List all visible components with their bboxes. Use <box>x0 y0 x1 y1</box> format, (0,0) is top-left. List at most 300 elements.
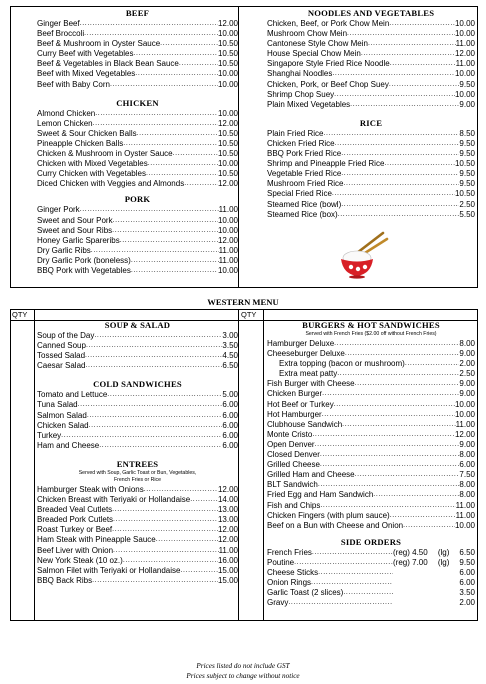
menu-item <box>267 139 475 149</box>
menu-item-price: 5.50 <box>459 209 475 219</box>
dot-leader <box>85 361 222 371</box>
menu-item-name: Canned Soup <box>37 341 86 351</box>
menu-item-name: Steamed Rice (box) <box>267 209 338 219</box>
dot-leader <box>322 410 455 420</box>
menu-item <box>37 566 238 576</box>
dot-leader <box>389 19 455 29</box>
menu-item <box>267 169 475 179</box>
menu-item-price: 8.00 <box>459 490 475 500</box>
dot-leader <box>403 521 455 531</box>
menu-item-name: Extra meat patty <box>279 369 338 379</box>
menu-item <box>267 339 475 349</box>
menu-item-name: Shanghai Noodles <box>267 69 333 79</box>
dot-leader <box>134 49 218 59</box>
side-order-prices <box>393 568 475 578</box>
menu-item-price: 11.00 <box>455 59 475 69</box>
dot-leader <box>95 109 218 119</box>
dot-leader <box>312 430 455 440</box>
dot-leader <box>80 19 218 29</box>
chicken-heading: CHICKEN <box>116 97 159 108</box>
menu-item-price: 3.50 <box>222 341 238 351</box>
menu-item-price: 10.50 <box>217 138 238 148</box>
dot-leader <box>323 129 459 139</box>
menu-item-name: Beef on a Bun with Cheese and Onion <box>267 520 404 530</box>
dot-leader <box>113 216 218 226</box>
menu-item-name: Mushroom Chow Mein <box>267 29 348 39</box>
menu-item <box>267 359 475 369</box>
dot-leader <box>80 205 219 215</box>
dot-leader <box>135 69 218 79</box>
menu-item <box>37 19 238 29</box>
menu-item-price: 2.50 <box>459 369 475 379</box>
dot-leader <box>341 169 459 179</box>
side-order-item <box>267 558 475 568</box>
dot-leader <box>389 80 460 90</box>
western-center-divider <box>238 309 239 621</box>
menu-item-name: Fish Burger with Cheese <box>267 379 355 389</box>
menu-item-name: Salmon Filet with Teriyaki or Hollandaise <box>37 565 181 575</box>
menu-item-name: Ham Steak with Pineapple Sauce <box>37 535 156 545</box>
menu-item <box>267 49 475 59</box>
dot-leader <box>345 349 460 359</box>
menu-item-name: Turkey <box>37 430 62 440</box>
menu-item-name: Chicken Salad <box>37 420 89 430</box>
menu-item-price: 4.50 <box>222 351 238 361</box>
menu-item <box>37 390 238 400</box>
menu-item <box>37 159 238 169</box>
menu-item-name: Chicken, Pork, or Beef Chop Suey <box>267 79 389 89</box>
menu-item-name: New York Steak (10 oz.) <box>37 555 123 565</box>
menu-item-price: 10.00 <box>454 69 475 79</box>
menu-item-price: 10.00 <box>217 29 238 39</box>
menu-item-price: 12.00 <box>454 49 475 59</box>
entrees-heading: ENTREES <box>116 458 159 469</box>
dot-leader <box>131 266 218 276</box>
chinese-left-column <box>37 8 238 276</box>
menu-item-price: 9.00 <box>459 349 475 359</box>
menu-item-price: 13.00 <box>217 515 238 525</box>
pork-list <box>37 205 238 276</box>
menu-item-name: Beef with Baby Corn <box>37 79 110 89</box>
menu-item-name: Beef & Vegetables in Black Bean Sauce <box>37 59 179 69</box>
dot-leader <box>384 159 455 169</box>
dot-leader <box>405 359 460 369</box>
menu-item-price: 15.00 <box>217 565 238 575</box>
menu-item-name: Chicken Fried Rice <box>267 138 335 148</box>
dot-leader <box>113 546 219 556</box>
menu-item-name: Open Denver <box>267 439 315 449</box>
dot-leader <box>318 480 460 490</box>
menu-item-price: 14.00 <box>217 495 238 505</box>
dot-leader <box>332 189 455 199</box>
menu-item <box>37 246 238 256</box>
menu-item-name: Grilled Cheese <box>267 460 320 470</box>
menu-item-price: 6.00 <box>222 430 238 440</box>
menu-item-price: 12.00 <box>454 429 475 439</box>
menu-item <box>267 210 475 220</box>
menu-item-name: Breaded Pork Cutlets <box>37 515 114 525</box>
dot-leader <box>137 129 218 139</box>
dot-leader <box>373 490 459 500</box>
dot-leader <box>334 400 455 410</box>
menu-item <box>267 19 475 29</box>
dot-leader <box>338 210 460 220</box>
dot-leader <box>123 139 218 149</box>
menu-item-price: 10.50 <box>217 59 238 69</box>
side-order-name: Poutine <box>267 557 295 567</box>
menu-item <box>37 546 238 556</box>
menu-item <box>37 226 238 236</box>
dot-leader <box>288 598 393 608</box>
side-order-name: Onion Rings <box>267 578 312 588</box>
menu-item-name: Chicken Fingers (with plum sauce) <box>267 510 390 520</box>
menu-item <box>267 59 475 69</box>
side-order-prices <box>393 588 475 598</box>
side-order-price: 6.00 <box>459 567 475 577</box>
qty-label-left: QTY <box>12 310 28 319</box>
menu-item-price: 10.00 <box>454 399 475 409</box>
menu-item-name: Sweet and Sour Pork <box>37 215 113 225</box>
side-order-name: Gravy <box>267 598 289 608</box>
dot-leader <box>341 200 459 210</box>
dot-leader <box>91 246 219 256</box>
menu-item <box>37 576 238 586</box>
noodles-heading: NOODLES AND VEGETABLES <box>307 8 435 18</box>
menu-item <box>267 389 475 399</box>
dot-leader <box>112 505 218 515</box>
menu-item-name: Ham and Cheese <box>37 440 100 450</box>
menu-item-name: Lemon Chicken <box>37 118 93 128</box>
menu-item-price: 7.50 <box>459 470 475 480</box>
menu-item-name: Dry Garlic Pork (boneless) <box>37 255 131 265</box>
side-order-regular-price: (reg) 7.00 <box>393 557 428 567</box>
menu-item <box>37 505 238 515</box>
menu-item <box>37 421 238 431</box>
menu-item-price: 8.00 <box>459 450 475 460</box>
menu-item-name: Diced Chicken with Veggies and Almonds <box>37 179 185 189</box>
menu-item-price: 10.00 <box>454 29 475 39</box>
menu-item <box>37 256 238 266</box>
menu-item <box>37 411 238 421</box>
menu-item <box>37 400 238 410</box>
menu-item-name: Clubhouse Sandwich <box>267 419 343 429</box>
menu-item-name: Hamburger Steak with Onions <box>37 484 144 494</box>
dot-leader <box>110 80 218 90</box>
soup-list <box>37 331 238 371</box>
side-order-item <box>267 568 475 578</box>
menu-item-name: Caesar Salad <box>37 361 86 371</box>
side-order-prices <box>393 548 475 558</box>
menu-item-price: 10.50 <box>217 169 238 179</box>
menu-item-name: Breaded Veal Cutlets <box>37 505 113 515</box>
menu-item-price: 6.00 <box>222 400 238 410</box>
menu-item-price: 12.00 <box>217 484 238 494</box>
menu-item-name: Tossed Salad <box>37 351 86 361</box>
menu-item <box>37 169 238 179</box>
menu-item-price: 10.00 <box>217 79 238 89</box>
menu-item-name: House Special Chow Mein <box>267 49 361 59</box>
menu-item-name: BBQ Pork with Vegetables <box>37 265 131 275</box>
menu-item-price: 15.00 <box>217 575 238 585</box>
burgers-note: Served with French Fries ($2.00 off without French Fries) <box>305 331 437 337</box>
menu-item-price: 2.50 <box>459 199 475 209</box>
dot-leader <box>131 256 219 266</box>
side-order-prices <box>393 558 475 568</box>
dot-leader <box>144 485 218 495</box>
menu-item <box>267 501 475 511</box>
western-right-column <box>267 320 475 608</box>
menu-item-price: 13.00 <box>217 505 238 515</box>
menu-item-name: Plain Mixed Vegetables <box>267 99 351 109</box>
menu-item <box>267 521 475 531</box>
menu-item-price: 6.00 <box>222 440 238 450</box>
dot-leader <box>190 495 218 505</box>
menu-item-price: 12.00 <box>217 118 238 128</box>
menu-item-name: Almond Chicken <box>37 108 96 118</box>
menu-item <box>37 351 238 361</box>
menu-item-price: 11.00 <box>218 245 238 255</box>
dot-leader <box>61 431 222 441</box>
dot-leader <box>294 558 393 568</box>
menu-item <box>37 515 238 525</box>
menu-item <box>267 400 475 410</box>
menu-item <box>267 440 475 450</box>
menu-item-name: Plain Fried Rice <box>267 128 324 138</box>
chinese-menu-divider <box>238 6 239 288</box>
dot-leader <box>335 139 460 149</box>
menu-item <box>37 525 238 535</box>
menu-item-name: Dry Garlic Ribs <box>37 245 91 255</box>
beef-heading: BEEF <box>125 8 150 18</box>
rice-heading: RICE <box>359 117 383 128</box>
dot-leader <box>173 149 218 159</box>
menu-item <box>37 495 238 505</box>
dot-leader <box>343 588 393 598</box>
dot-leader <box>350 100 459 110</box>
menu-item <box>37 441 238 451</box>
menu-item-name: Cheeseburger Deluxe <box>267 349 345 359</box>
menu-item <box>37 236 238 246</box>
rice-bowl-icon <box>337 230 389 280</box>
menu-item-price: 8.50 <box>459 128 475 138</box>
menu-item <box>37 266 238 276</box>
dot-leader <box>361 49 455 59</box>
menu-item <box>267 200 475 210</box>
menu-item <box>267 480 475 490</box>
menu-item-price: 2.00 <box>459 359 475 369</box>
footer-gst-note: Prices listed do not include GST <box>196 662 290 670</box>
menu-item-name: Vegetable Fried Rice <box>267 169 342 179</box>
dot-leader <box>148 159 218 169</box>
menu-item-name: Monte Cristo <box>267 429 313 439</box>
dot-leader <box>92 576 218 586</box>
qty-label-right: QTY <box>241 310 257 319</box>
cold-sandwiches-heading: COLD SANDWICHES <box>93 379 182 390</box>
menu-item-price: 11.00 <box>455 419 475 429</box>
menu-item-name: Beef & Mushroom in Oyster Sauce <box>37 39 161 49</box>
menu-item-name: Sweet and Sour Ribs <box>37 225 113 235</box>
menu-item-price: 10.00 <box>217 265 238 275</box>
side-orders-heading: SIDE ORDERS <box>340 536 402 547</box>
menu-item <box>37 109 238 119</box>
dot-leader <box>347 29 455 39</box>
dot-leader <box>315 440 460 450</box>
menu-item-price: 10.00 <box>217 69 238 79</box>
menu-item <box>267 179 475 189</box>
menu-item-price: 10.00 <box>217 215 238 225</box>
menu-item <box>267 149 475 159</box>
menu-item <box>37 59 238 69</box>
menu-item <box>37 179 238 189</box>
dot-leader <box>355 470 460 480</box>
menu-item-name: Fried Egg and Ham Sandwich <box>267 490 374 500</box>
menu-item-name: BLT Sandwich <box>267 480 318 490</box>
menu-item-name: Mushroom Fried Rice <box>267 179 344 189</box>
menu-item <box>267 450 475 460</box>
dot-leader <box>86 341 222 351</box>
dot-leader <box>337 369 459 379</box>
menu-item <box>37 485 238 495</box>
menu-item-price: 10.50 <box>454 159 475 169</box>
dot-leader <box>322 389 459 399</box>
menu-item <box>37 69 238 79</box>
side-orders-list <box>267 548 475 609</box>
menu-item-price: 12.00 <box>217 525 238 535</box>
menu-item-price: 12.00 <box>217 235 238 245</box>
dot-leader <box>390 511 456 521</box>
menu-item-name: Honey Garlic Spareribs <box>37 235 120 245</box>
dot-leader <box>160 39 218 49</box>
menu-item <box>37 361 238 371</box>
dot-leader <box>179 59 218 69</box>
western-menu-title: WESTERN MENU <box>207 297 279 307</box>
menu-item-price: 10.00 <box>454 19 475 28</box>
dot-leader <box>341 149 459 159</box>
menu-item-name: Shrimp Chop Suey <box>267 89 335 99</box>
side-order-item <box>267 588 475 598</box>
menu-item <box>267 69 475 79</box>
menu-item-price: 10.50 <box>217 39 238 49</box>
menu-item <box>267 90 475 100</box>
soup-heading: SOUP & SALAD <box>104 320 171 330</box>
menu-item-name: Salmon Salad <box>37 410 87 420</box>
menu-item <box>37 431 238 441</box>
menu-item-price: 6.00 <box>222 420 238 430</box>
menu-item-name: Chicken, Beef, or Pork Chow Mein <box>267 19 390 28</box>
menu-item-price: 6.00 <box>222 410 238 420</box>
menu-item-name: Tomato and Lettuce <box>37 390 108 400</box>
menu-item-name: Soup of the Day <box>37 331 95 340</box>
side-order-name: Cheese Sticks <box>267 567 319 577</box>
menu-item-price: 9.50 <box>459 79 475 89</box>
dot-leader <box>93 119 218 129</box>
entrees-list <box>37 485 238 586</box>
menu-item-name: Hot Beef or Turkey <box>267 399 334 409</box>
menu-item <box>267 490 475 500</box>
side-order-regular-price: (reg) 4.50 <box>393 547 428 557</box>
menu-item <box>37 129 238 139</box>
side-order-item <box>267 578 475 588</box>
menu-item-name: Chicken with Mixed Vegetables <box>37 159 148 169</box>
menu-item-name: Fish and Chips <box>267 500 321 510</box>
menu-item-name: Beef Liver with Onion <box>37 545 114 555</box>
dot-leader <box>334 90 455 100</box>
dot-leader <box>112 525 218 535</box>
menu-item-price: 9.00 <box>459 379 475 389</box>
menu-item-name: Chicken Burger <box>267 389 323 399</box>
dot-leader <box>112 226 218 236</box>
menu-item-price: 10.00 <box>217 108 238 118</box>
menu-item-price: 10.50 <box>217 149 238 159</box>
dot-leader <box>311 578 393 588</box>
menu-item <box>267 430 475 440</box>
menu-item-name: Curry Chicken with Vegetables <box>37 169 146 179</box>
menu-item-name: Roast Turkey or Beef <box>37 525 113 535</box>
menu-item <box>267 349 475 359</box>
menu-item-price: 11.00 <box>455 510 475 520</box>
dot-leader <box>334 339 459 349</box>
footer-change-note: Prices subject to change without notice <box>186 672 300 680</box>
side-order-item <box>267 598 475 608</box>
menu-item-price: 9.50 <box>459 149 475 159</box>
side-order-price: 2.00 <box>459 598 475 608</box>
dot-leader <box>156 535 218 545</box>
menu-item-price: 10.00 <box>217 159 238 169</box>
western-left-column <box>37 320 238 586</box>
dot-leader <box>180 566 218 576</box>
dot-leader <box>87 411 223 421</box>
menu-item <box>267 189 475 199</box>
menu-item <box>267 129 475 139</box>
dot-leader <box>123 556 218 566</box>
menu-item-price: 5.00 <box>222 390 238 400</box>
chicken-list <box>37 109 238 190</box>
menu-item-price: 11.00 <box>455 500 475 510</box>
menu-item <box>37 39 238 49</box>
menu-item-price: 10.50 <box>454 189 475 199</box>
menu-item-name: Ginger Pork <box>37 205 80 215</box>
menu-item <box>37 29 238 39</box>
dot-leader <box>355 379 460 389</box>
menu-item <box>267 379 475 389</box>
chinese-right-column <box>267 8 475 220</box>
menu-item-name: Steamed Rice (bowl) <box>267 199 342 209</box>
menu-item-price: 6.00 <box>459 460 475 470</box>
menu-item-name: Sweet & Sour Chicken Balls <box>37 128 137 138</box>
noodles-list <box>267 19 475 110</box>
menu-item-price: 11.00 <box>218 545 238 555</box>
menu-item-name: Curry Beef with Vegetables <box>37 49 134 59</box>
dot-leader <box>84 29 218 39</box>
rice-list <box>267 129 475 220</box>
menu-item <box>37 205 238 215</box>
entrees-note-1: Served with Soup, Garlic Toast or Bun, Vegetables, <box>78 469 197 476</box>
menu-item-name: Cantonese Style Chow Mein <box>267 39 368 49</box>
side-order-price: 9.50 <box>459 557 475 567</box>
dot-leader <box>320 501 455 511</box>
side-order-size-label: (lg) <box>437 547 450 557</box>
menu-item <box>37 331 238 341</box>
menu-item-name: Hot Hamburger <box>267 409 322 419</box>
menu-item <box>267 470 475 480</box>
menu-item-price: 12.00 <box>217 19 238 28</box>
menu-item <box>267 159 475 169</box>
menu-item-name: Chicken Breast with Teriyaki or Hollandaise <box>37 495 191 505</box>
menu-item-price: 10.00 <box>454 409 475 419</box>
menu-item-name: Ginger Beef <box>37 19 80 28</box>
dot-leader <box>78 400 223 410</box>
side-order-name: Garlic Toast (2 slices) <box>267 588 344 598</box>
